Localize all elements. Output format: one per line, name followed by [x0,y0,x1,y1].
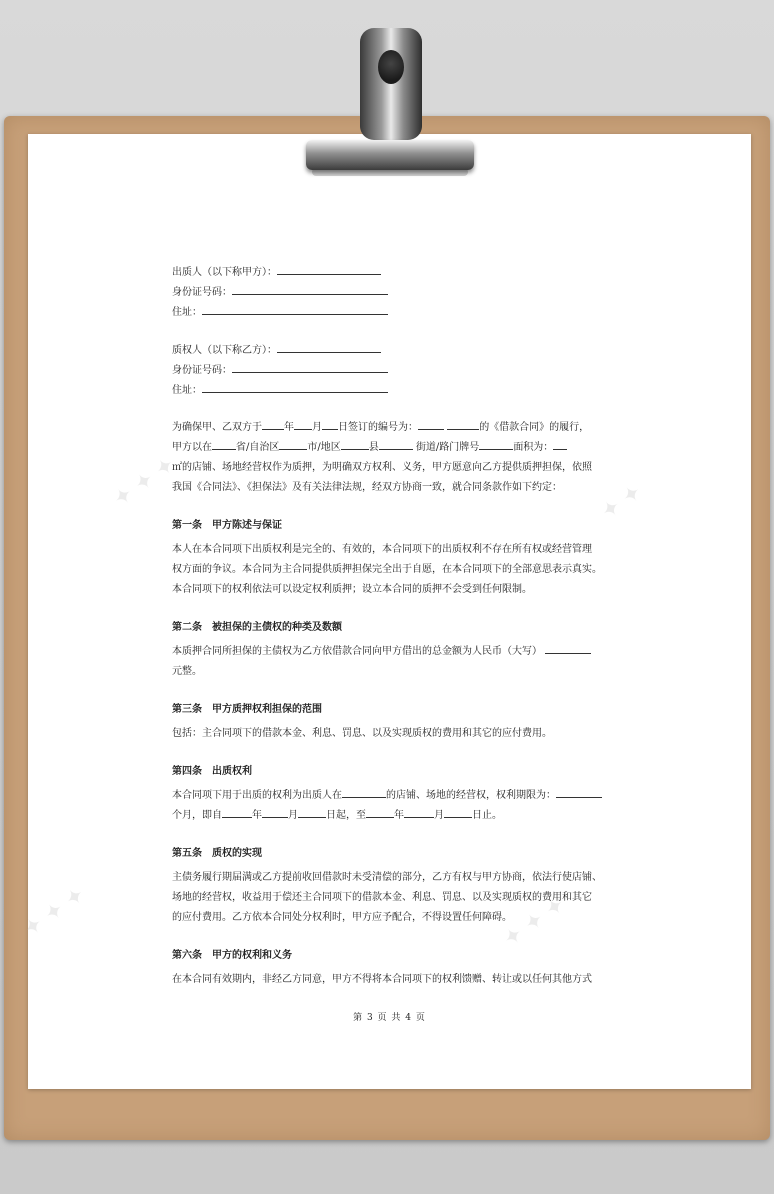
party-a-addr-row [172,302,604,322]
intro-text: ㎡的店铺、场地经营权作为质押，为明确双方权利、义务，甲方愿意向乙方提供质押担保，依照 [172,462,592,473]
intro-line-3 [172,458,604,478]
party-a-addr-field[interactable] [202,302,388,315]
article-5-text: 的应付费用。乙方依本合同处分权利时，甲方应予配合，不得设置任何障碍。 [172,912,512,923]
start-month-blank[interactable] [262,806,288,818]
watermark: ✦ ✦ [596,479,648,526]
end-day-blank[interactable] [444,806,472,818]
city-blank[interactable] [279,438,307,450]
intro-text: 市/地区 [307,442,341,453]
article-4-line-2 [172,806,604,826]
intro-line-1 [172,418,604,438]
party-a-addr-label: 住址： [172,307,202,318]
year-blank[interactable] [262,418,284,430]
party-b-name-label: 质权人（以下称乙方）： [172,345,277,356]
amount-blank[interactable] [545,642,591,654]
article-1-title: 第一条 甲方陈述与保证 [172,520,282,531]
watermark: ✦ ✦ ✦ [109,452,181,513]
party-a-name-field[interactable] [277,262,381,275]
article-4-text: 日止。 [472,810,502,821]
watermark: ✦ ✦ ✦ [499,892,571,953]
month-blank[interactable] [294,418,312,430]
location-blank[interactable] [342,786,386,798]
start-day-blank[interactable] [298,806,326,818]
intro-text: 县 [368,442,379,453]
party-a-id-field[interactable] [232,282,388,295]
article-4-line-1 [172,786,604,806]
intro-text: 的《借款合同》的履行， [479,422,590,433]
party-b-id-label: 身份证号码： [172,365,232,376]
article-2-line-1 [172,642,604,662]
article-4-text: 月 [288,810,298,821]
party-b-addr-label: 住址： [172,385,202,396]
party-b-id-row [172,360,604,380]
end-month-blank[interactable] [404,806,434,818]
article-4-text: 本合同项下用于出质的权利为出质人在 [172,790,342,801]
article-4-text: 的店铺、场地的经营权，权利期限为： [386,790,556,801]
binder-clip-icon [360,28,422,140]
party-b-addr-row [172,380,604,400]
intro-text: 我国《合同法》、《担保法》及有关法律法规，经双方协商一致，就合同条款作如下约定： [172,482,562,493]
article-4-text: 年 [394,810,404,821]
article-6-title: 第六条 甲方的权利和义务 [172,950,292,961]
term-blank[interactable] [556,786,602,798]
party-a-name-label: 出质人（以下称甲方）： [172,267,277,278]
article-5-text: 主债务履行期届满或乙方提前收回借款时未受清偿的部分，乙方有权与甲方协商，依法行使店铺、 [172,872,602,883]
contract-no-blank[interactable] [418,418,444,430]
party-a-id-row [172,282,604,302]
binder-clip-hole [378,50,404,84]
province-blank[interactable] [212,438,236,450]
article-4-text: 年 [252,810,262,821]
party-a-name-row [172,262,604,282]
intro-paragraph [172,418,604,498]
county-blank[interactable] [341,438,369,450]
article-2-title: 第二条 被担保的主债权的种类及数额 [172,622,342,633]
article-1-text: 权方面的争议。本合同为主合同提供质押担保完全出于自愿，在本合同项下的全部意思表示真实。 [172,564,602,575]
intro-text: 街道/路门牌号 [415,442,480,453]
street-blank[interactable] [379,438,413,450]
intro-text: 面积为： [513,442,554,453]
article-4-text: 月 [434,810,444,821]
number-blank[interactable] [479,438,513,450]
intro-text: 甲方以在 [172,442,212,453]
intro-line-2 [172,438,604,458]
article-2-text: 本质押合同所担保的主债权为乙方依借款合同向甲方借出的总金额为人民币（大写） [172,646,542,657]
area-blank[interactable] [553,438,567,450]
watermark: ✦ ✦ ✦ [19,882,91,943]
article-1-text: 本人在本合同项下出质权利是完全的、有效的，本合同项下的出质权利不存在所有权或经营管理 [172,544,592,555]
article-4-title: 第四条 出质权利 [172,766,252,777]
binder-clip-base [306,140,474,170]
article-4-text: 日起，至 [326,810,366,821]
page-number: 第 3 页 共 4 页 [353,1013,426,1023]
day-blank[interactable] [322,418,338,430]
article-3-text: 包括：主合同项下的借款本金、利息、罚息、以及实现质权的费用和其它的应付费用。 [172,728,552,739]
party-b-addr-field[interactable] [202,380,388,393]
party-a-id-label: 身份证号码： [172,287,232,298]
article-4-text: 个月，即自 [172,810,222,821]
party-b-name-row [172,340,604,360]
start-year-blank[interactable] [222,806,252,818]
end-year-blank[interactable] [366,806,394,818]
intro-line-4 [172,478,604,498]
contract-body [172,262,604,990]
intro-text: 月 [312,422,322,433]
intro-text: 日签订的编号为： [338,422,418,433]
contract-no-blank-2[interactable] [447,418,479,430]
article-5-title: 第五条 质权的实现 [172,848,262,859]
intro-text: 年 [284,422,294,433]
article-2-text: 元整。 [172,666,202,677]
intro-text: 为确保甲、乙双方于 [172,422,262,433]
intro-text: 省/自治区 [236,442,280,453]
article-6-text: 在本合同有效期内，非经乙方同意，甲方不得将本合同项下的权利馈赠、转让或以任何其他方式 [172,974,592,985]
party-b-name-field[interactable] [277,340,381,353]
article-1-text: 本合同项下的权利依法可以设定权利质押；设立本合同的质押不会受到任何限制。 [172,584,532,595]
party-b-id-field[interactable] [232,360,388,373]
article-3-title: 第三条 甲方质押权利担保的范围 [172,704,322,715]
article-5-text: 场地的经营权，收益用于偿还主合同项下的借款本金、利息、罚息、以及实现质权的费用和其它 [172,892,592,903]
